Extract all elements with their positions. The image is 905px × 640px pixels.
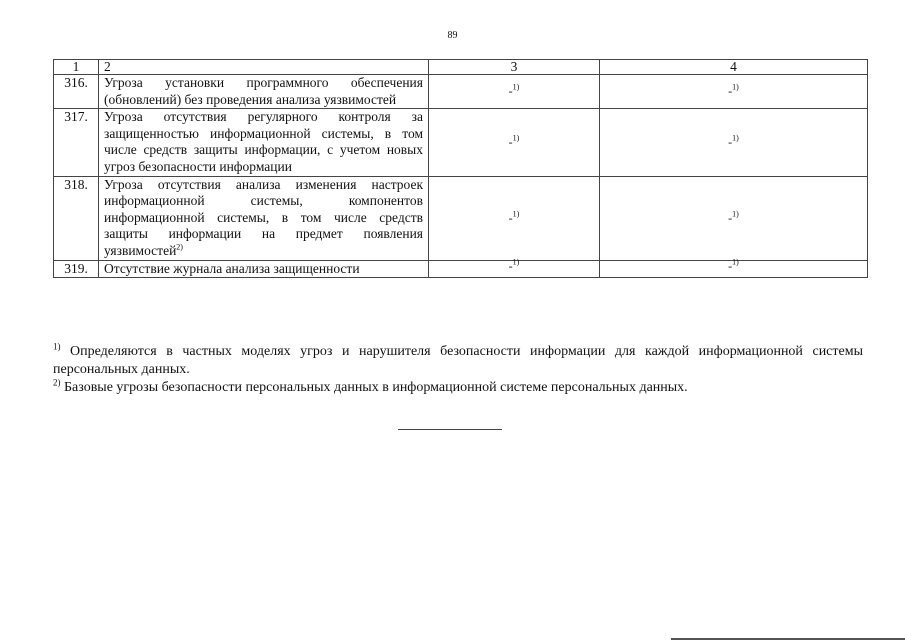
threat-description: Угроза отсутствия анализа изменения настроек информационной системы, компонентов информационной системы, в том числе средств защиты информации на предмет появления уязвимостей$^{2)}$ — [99, 176, 429, 260]
col4-value: -$^{1)}$ — [600, 75, 868, 109]
footnote-ref: 1) — [512, 209, 520, 219]
table-header-row — [54, 60, 868, 75]
col3-value: -$^{1)}$ — [429, 75, 600, 109]
footnote-1: $^{1)}$ Определяются в частных моделях угроз и нарушителя безопасности информации для каждой информационной системы персональных данных. — [53, 341, 863, 377]
row-number: 318. — [54, 176, 99, 260]
table-row — [54, 260, 868, 277]
threat-description: Угроза установки программного обеспечения (обновлений) без проведения анализа уязвимостей — [99, 75, 429, 109]
column-header-4: 4 — [600, 60, 868, 75]
footnote-mark: 2) — [53, 377, 61, 388]
threat-description: Угроза отсутствия регулярного контроля за защищенностью информационной системы, в том числе средств защиты информации, с учетом новых угроз безопасности информации — [99, 109, 429, 176]
page-number: 89 — [447, 30, 458, 41]
footnote-2: $^{2)}$ Базовые угрозы безопасности персональных данных в информационной системе персональных данных. — [53, 377, 688, 395]
table-row — [54, 109, 868, 176]
footnote-ref: 1) — [732, 209, 739, 219]
column-header-2: 2 — [99, 60, 429, 75]
footnote-ref: 1) — [512, 82, 520, 92]
row-number: 319. — [54, 260, 99, 277]
footnote-ref: 1) — [512, 133, 520, 143]
row-number: 316. — [54, 75, 99, 109]
table-row — [54, 176, 868, 260]
row-number: 317. — [54, 109, 99, 176]
threat-description: Отсутствие журнала анализа защищенности — [99, 260, 429, 277]
col3-value: -$^{1)}$ — [429, 176, 600, 260]
column-header-1: 1 — [54, 60, 99, 75]
col3-value: -$^{1)}$ — [429, 260, 600, 277]
end-divider — [398, 429, 502, 430]
col4-value: -$^{1)}$ — [600, 260, 868, 277]
col4-value: -$^{1)}$ — [600, 109, 868, 176]
column-header-3: 3 — [429, 60, 600, 75]
footnotes — [53, 343, 863, 397]
footnote-ref: 2) — [176, 242, 183, 252]
footnote-ref: 1) — [732, 133, 739, 143]
footnote-ref: 1) — [512, 257, 520, 267]
threats-table — [53, 59, 868, 278]
footnote-ref: 1) — [732, 82, 739, 92]
footnote-mark: 1) — [53, 341, 61, 352]
table-row — [54, 75, 868, 109]
footnote-ref: 1) — [732, 257, 739, 267]
col4-value: -$^{1)}$ — [600, 176, 868, 260]
col3-value: -$^{1)}$ — [429, 109, 600, 176]
